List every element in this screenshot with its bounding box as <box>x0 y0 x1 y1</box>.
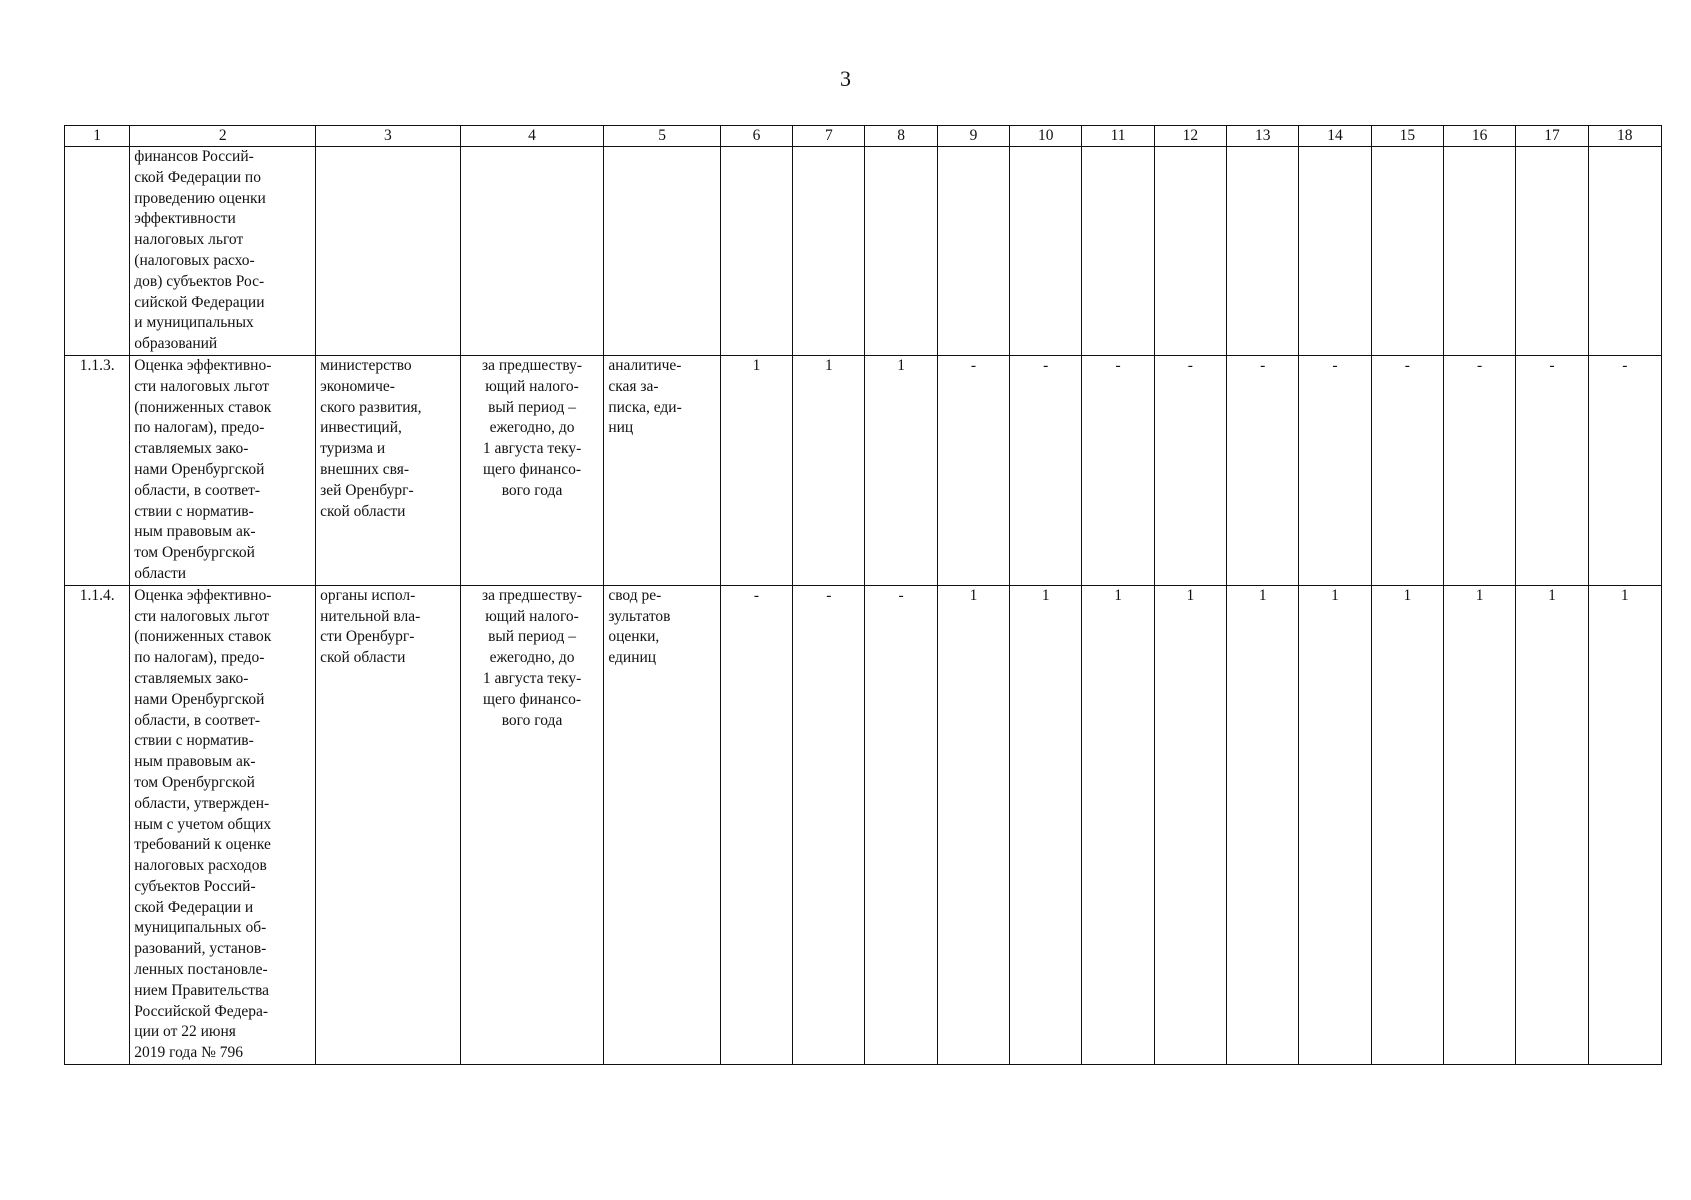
column-number: 4 <box>460 126 604 147</box>
value-cell: 1 <box>793 355 865 585</box>
plan-table <box>64 125 1662 1065</box>
value-cell: - <box>937 355 1009 585</box>
row-number <box>65 147 130 356</box>
value-cell <box>793 147 865 356</box>
value-cell <box>1227 147 1299 356</box>
value-cell: 1 <box>1010 585 1082 1064</box>
activity-name: финансов Россий- ской Федерации по проведению оценки эффективности налоговых льгот (налоговых расхо- дов) субъектов Рос- сийской Федерации и муниципальных образований <box>130 147 316 356</box>
value-cell: 1 <box>937 585 1009 1064</box>
value-cell: - <box>793 585 865 1064</box>
executor: министерство экономиче- ского развития, инвестиций, туризма и внешних свя- зей Оренбург- ской области <box>316 355 461 585</box>
column-number: 10 <box>1010 126 1082 147</box>
page-number: 3 <box>840 66 851 91</box>
value-cell: - <box>1371 355 1443 585</box>
value-cell <box>1516 147 1588 356</box>
column-number: 8 <box>865 126 937 147</box>
value-cell: - <box>865 585 937 1064</box>
column-number: 1 <box>65 126 130 147</box>
value-cell: - <box>1010 355 1082 585</box>
indicator <box>604 147 721 356</box>
value-cell: - <box>1227 355 1299 585</box>
column-number: 14 <box>1299 126 1371 147</box>
value-cell: 1 <box>1299 585 1371 1064</box>
row-number: 1.1.4. <box>65 585 130 1064</box>
value-cell: - <box>1154 355 1226 585</box>
value-cell: - <box>720 585 792 1064</box>
table-row <box>65 147 1662 356</box>
value-cell: 1 <box>1588 585 1661 1064</box>
column-number: 13 <box>1227 126 1299 147</box>
value-cell: 1 <box>720 355 792 585</box>
value-cell: - <box>1516 355 1588 585</box>
table-row <box>65 585 1662 1064</box>
value-cell: - <box>1299 355 1371 585</box>
column-number: 5 <box>604 126 721 147</box>
column-number-row <box>65 126 1662 147</box>
deadline: за предшеству- ющий налого- вый период – ежегодно, до 1 августа теку- щего финансо- вого года <box>460 585 604 1064</box>
column-number: 15 <box>1371 126 1443 147</box>
value-cell: 1 <box>1516 585 1588 1064</box>
indicator: аналитиче- ская за- писка, еди- ниц <box>604 355 721 585</box>
value-cell <box>1154 147 1226 356</box>
table-row <box>65 355 1662 585</box>
column-number: 2 <box>130 126 316 147</box>
value-cell <box>937 147 1009 356</box>
deadline: за предшеству- ющий налого- вый период – ежегодно, до 1 августа теку- щего финансо- вого года <box>460 355 604 585</box>
executor <box>316 147 461 356</box>
column-number: 16 <box>1443 126 1515 147</box>
column-number: 11 <box>1082 126 1154 147</box>
executor: органы испол- нительной вла- сти Оренбург- ской области <box>316 585 461 1064</box>
value-cell <box>1371 147 1443 356</box>
value-cell <box>1299 147 1371 356</box>
value-cell: 1 <box>1443 585 1515 1064</box>
value-cell: 1 <box>1154 585 1226 1064</box>
value-cell: - <box>1443 355 1515 585</box>
value-cell: 1 <box>1082 585 1154 1064</box>
column-number: 12 <box>1154 126 1226 147</box>
deadline <box>460 147 604 356</box>
value-cell <box>720 147 792 356</box>
value-cell: - <box>1588 355 1661 585</box>
column-number: 3 <box>316 126 461 147</box>
column-number: 6 <box>720 126 792 147</box>
activity-name: Оценка эффективно- сти налоговых льгот (пониженных ставок по налогам), предо- ставляемых зако- нами Оренбургской области, в соответ- ствии с норматив- ным правовым ак- том Оренбургской области <box>130 355 316 585</box>
row-number: 1.1.3. <box>65 355 130 585</box>
value-cell: - <box>1082 355 1154 585</box>
value-cell <box>1443 147 1515 356</box>
value-cell: 1 <box>865 355 937 585</box>
value-cell: 1 <box>1371 585 1443 1064</box>
value-cell <box>865 147 937 356</box>
column-number: 9 <box>937 126 1009 147</box>
column-number: 7 <box>793 126 865 147</box>
value-cell: 1 <box>1227 585 1299 1064</box>
value-cell <box>1082 147 1154 356</box>
column-number: 18 <box>1588 126 1661 147</box>
value-cell <box>1588 147 1661 356</box>
indicator: свод ре- зультатов оценки, единиц <box>604 585 721 1064</box>
activity-name: Оценка эффективно- сти налоговых льгот (пониженных ставок по налогам), предо- ставляемых зако- нами Оренбургской области, в соответ- ствии с норматив- ным правовым ак- том Оренбургской области, утвержден- ным с учетом общих требований к оценке налоговых расходов субъектов Россий- ской Федерации и муниципальных об- разований, установ- ленных постановле- нием Правительства Российской Федера- ции от 22 июня 2019 года № 796 <box>130 585 316 1064</box>
column-number: 17 <box>1516 126 1588 147</box>
value-cell <box>1010 147 1082 356</box>
